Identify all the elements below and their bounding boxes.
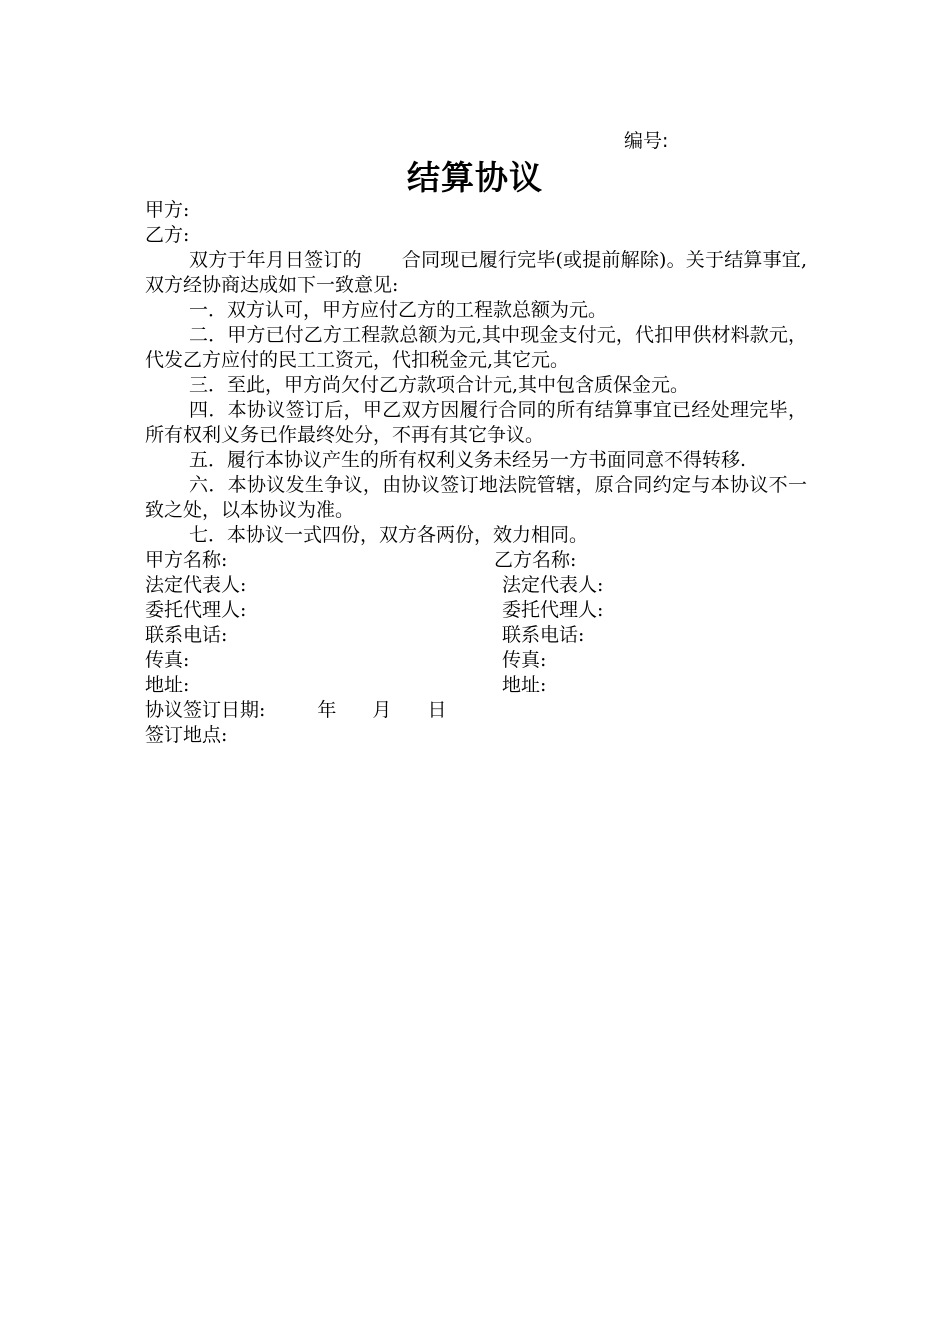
- party-b-name-label: 乙方名称:: [494, 549, 577, 571]
- party-b-representative-label: 法定代表人:: [502, 574, 604, 596]
- party-a-address-label: 地址:: [145, 674, 190, 696]
- party-b-phone-label: 联系电话:: [502, 624, 585, 646]
- party-a-phone-label: 联系电话:: [145, 624, 228, 646]
- clause-4: 四．本协议签订后，甲乙双方因履行合同的所有结算事宜已经处理完毕，所有权利义务已作最终处分，不再有其它争议。: [145, 399, 807, 446]
- date-day: 日: [427, 699, 447, 721]
- party-a-fax-label: 传真:: [145, 649, 190, 671]
- party-a-name-label: 甲方名称:: [145, 549, 228, 571]
- party-a-agent-label: 委托代理人:: [145, 599, 247, 621]
- intro-part-2: 合同现已履行完毕(或提前解除)。关于结算事宜,双方经协商达成如下一致意见:: [145, 249, 807, 296]
- document-body: [145, 198, 807, 748]
- clause-1: 一．双方认可，甲方应付乙方的工程款总额为元。: [189, 299, 608, 321]
- signature-row-representative: [145, 573, 807, 598]
- party-b-line: 乙方:: [145, 224, 190, 246]
- signing-date-label: 协议签订日期:: [145, 699, 266, 721]
- document-title: 结算协议: [407, 158, 543, 197]
- signature-row-name: [145, 548, 807, 573]
- signature-row-address: [145, 673, 807, 698]
- clause-3: 三．至此，甲方尚欠付乙方款项合计元,其中包含质保金元。: [189, 374, 690, 396]
- signature-row-fax: [145, 648, 807, 673]
- clause-5: 五．履行本协议产生的所有权利义务未经另一方书面同意不得转移.: [189, 449, 747, 471]
- signature-row-agent: [145, 598, 807, 623]
- document-number-label: 编号:: [624, 130, 669, 152]
- party-a-line: 甲方:: [145, 199, 190, 221]
- intro-part-1: 双方于年月日签订的: [189, 249, 362, 271]
- party-b-agent-label: 委托代理人:: [502, 599, 604, 621]
- party-b-fax-label: 传真:: [502, 649, 547, 671]
- clause-7: 七．本协议一式四份，双方各两份，效力相同。: [189, 524, 589, 546]
- date-month: 月: [372, 699, 392, 721]
- signature-row-phone: [145, 623, 807, 648]
- party-a-representative-label: 法定代表人:: [145, 574, 247, 596]
- clause-2: 二．甲方已付乙方工程款总额为元,其中现金支付元，代扣甲供材料款元，代发乙方应付的民工工资元，代扣税金元,其它元。: [145, 324, 807, 371]
- party-b-address-label: 地址:: [502, 674, 547, 696]
- signing-place-line: 签订地点:: [145, 724, 228, 746]
- intro-paragraph: [145, 248, 807, 298]
- signing-date-line: [145, 698, 807, 723]
- date-year: 年: [317, 699, 337, 721]
- clause-6: 六．本协议发生争议，由协议签订地法院管辖，原合同约定与本协议不一致之处，以本协议为准。: [145, 474, 807, 521]
